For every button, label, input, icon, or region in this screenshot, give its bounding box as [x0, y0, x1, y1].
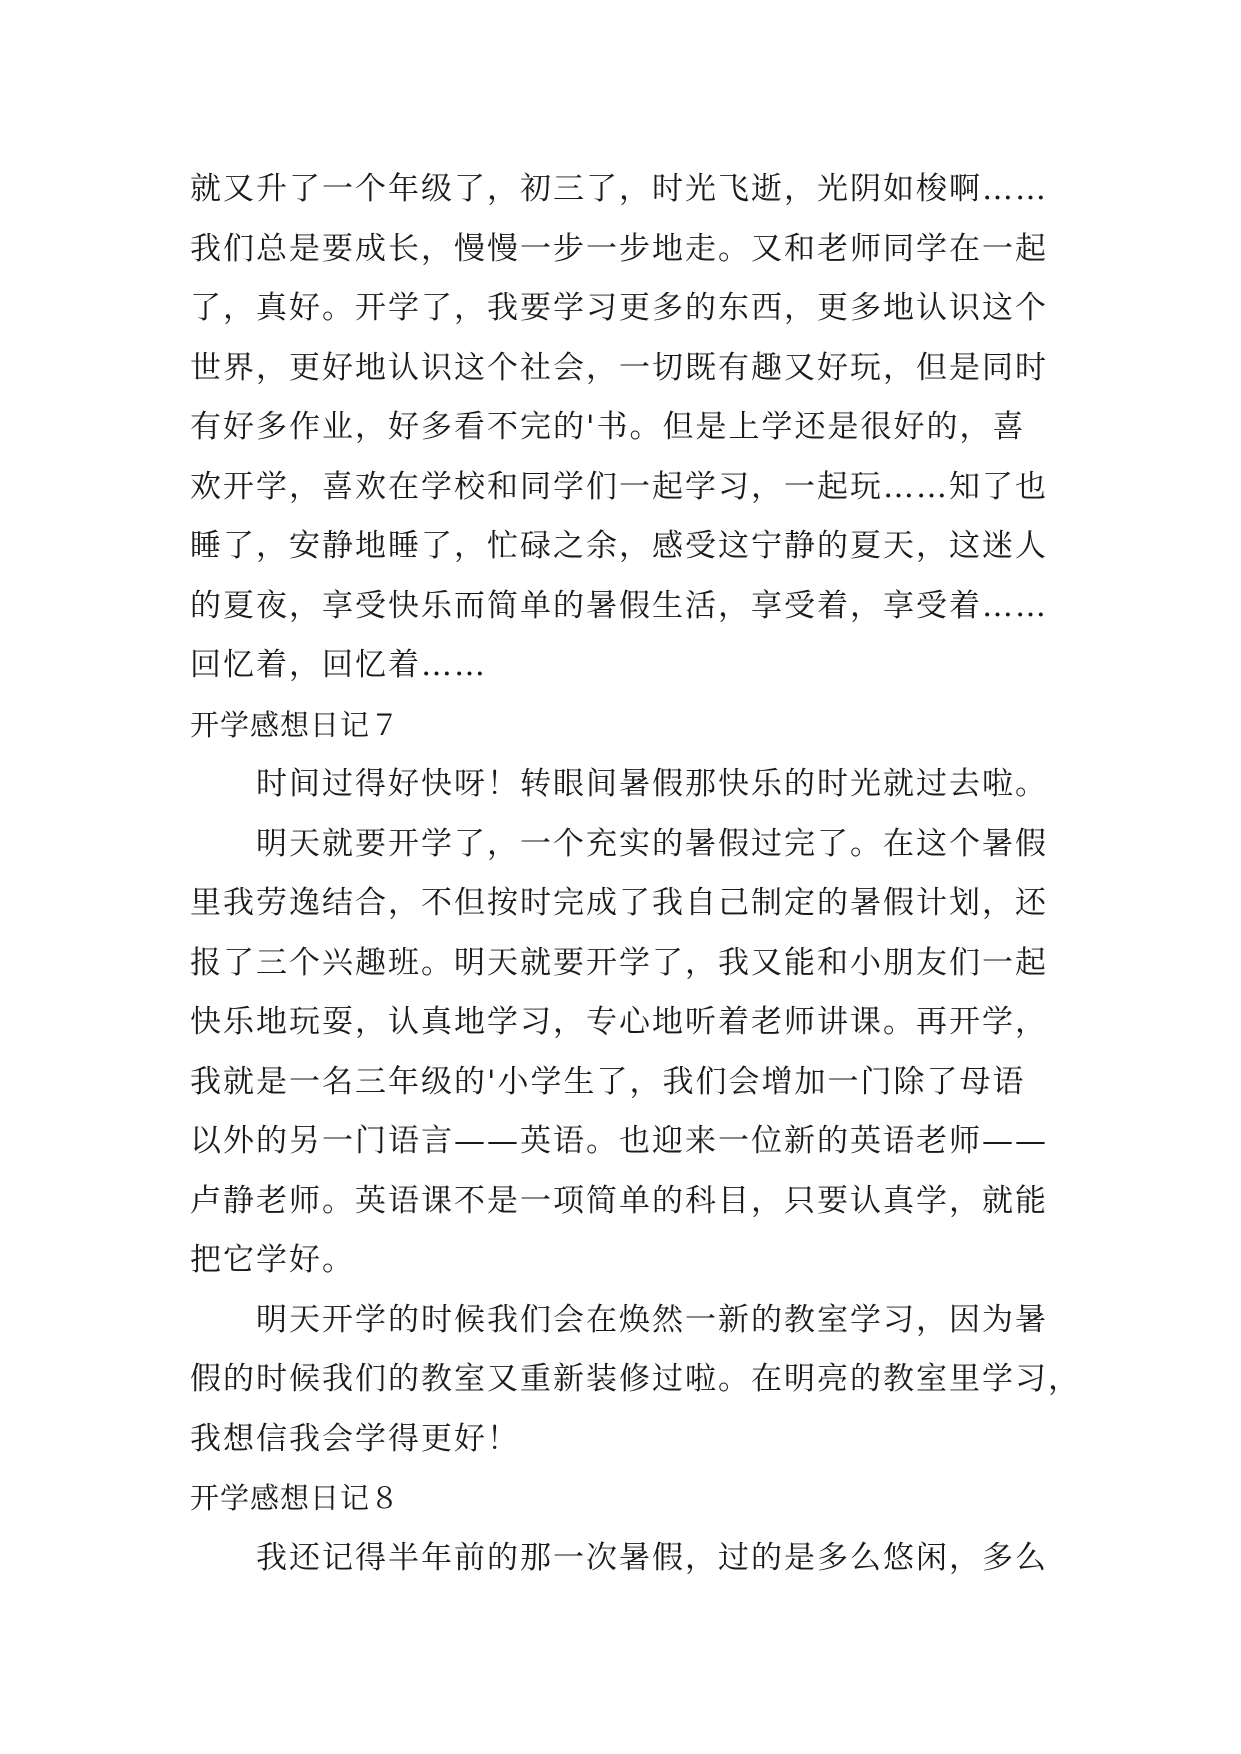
body-line: 卢静老师。英语课不是一项简单的科目，只要认真学，就能: [190, 1182, 1048, 1219]
body-line: 我就是一名三年级的'小学生了，我们会增加一门除了母语: [190, 1063, 1026, 1100]
paragraph-first-line: 时间过得好快呀！转眼间暑假那快乐的时光就过去啦。: [256, 766, 1048, 802]
paragraph-first-line: 我还记得半年前的那一次暑假，过的是多么悠闲，多么: [256, 1539, 1048, 1576]
body-line: 回忆着，回忆着……: [190, 647, 487, 683]
body-line: 以外的另一门语言——英语。也迎来一位新的英语老师——: [190, 1123, 1048, 1159]
paragraph-first-line: 明天开学的时候我们会在焕然一新的教室学习，因为暑: [256, 1301, 1048, 1338]
section-heading: 开学感想日记７: [190, 707, 401, 742]
body-line: 了，真好。开学了，我要学习更多的东西，更多地认识这个: [190, 290, 1048, 326]
body-line: 就又升了一个年级了，初三了，时光飞逝，光阴如梭啊……: [190, 171, 1048, 207]
body-line: 有好多作业，好多看不完的'书。但是上学还是很好的，喜: [190, 409, 1026, 445]
body-line: 的夏夜，享受快乐而简单的暑假生活，享受着，享受着……: [190, 587, 1048, 624]
body-line: 假的时候我们的教室又重新装修过啦。在明亮的教室里学习，: [190, 1361, 1081, 1397]
body-line: 快乐地玩耍，认真地学习，专心地听着老师讲课。再开学，: [190, 1004, 1048, 1040]
document-page: [190, 160, 1081, 1588]
body-line: 我们总是要成长，慢慢一步一步地走。又和老师同学在一起: [190, 230, 1048, 267]
paragraph-first-line: 明天就要开学了，一个充实的暑假过完了。在这个暑假: [256, 825, 1048, 862]
body-line: 报了三个兴趣班。明天就要开学了，我又能和小朋友们一起: [190, 944, 1048, 981]
body-line: 欢开学，喜欢在学校和同学们一起学习，一起玩……知了也: [190, 468, 1048, 505]
body-line: 世界，更好地认识这个社会，一切既有趣又好玩，但是同时: [190, 349, 1048, 386]
body-line: 把它学好。: [190, 1242, 355, 1278]
body-line: 里我劳逸结合，不但按时完成了我自己制定的暑假计划，还: [190, 885, 1048, 921]
body-line: 我想信我会学得更好！: [190, 1420, 520, 1457]
section-heading: 开学感想日记８: [190, 1481, 401, 1515]
body-line: 睡了，安静地睡了，忙碌之余，感受这宁静的夏天，这迷人: [190, 528, 1048, 564]
